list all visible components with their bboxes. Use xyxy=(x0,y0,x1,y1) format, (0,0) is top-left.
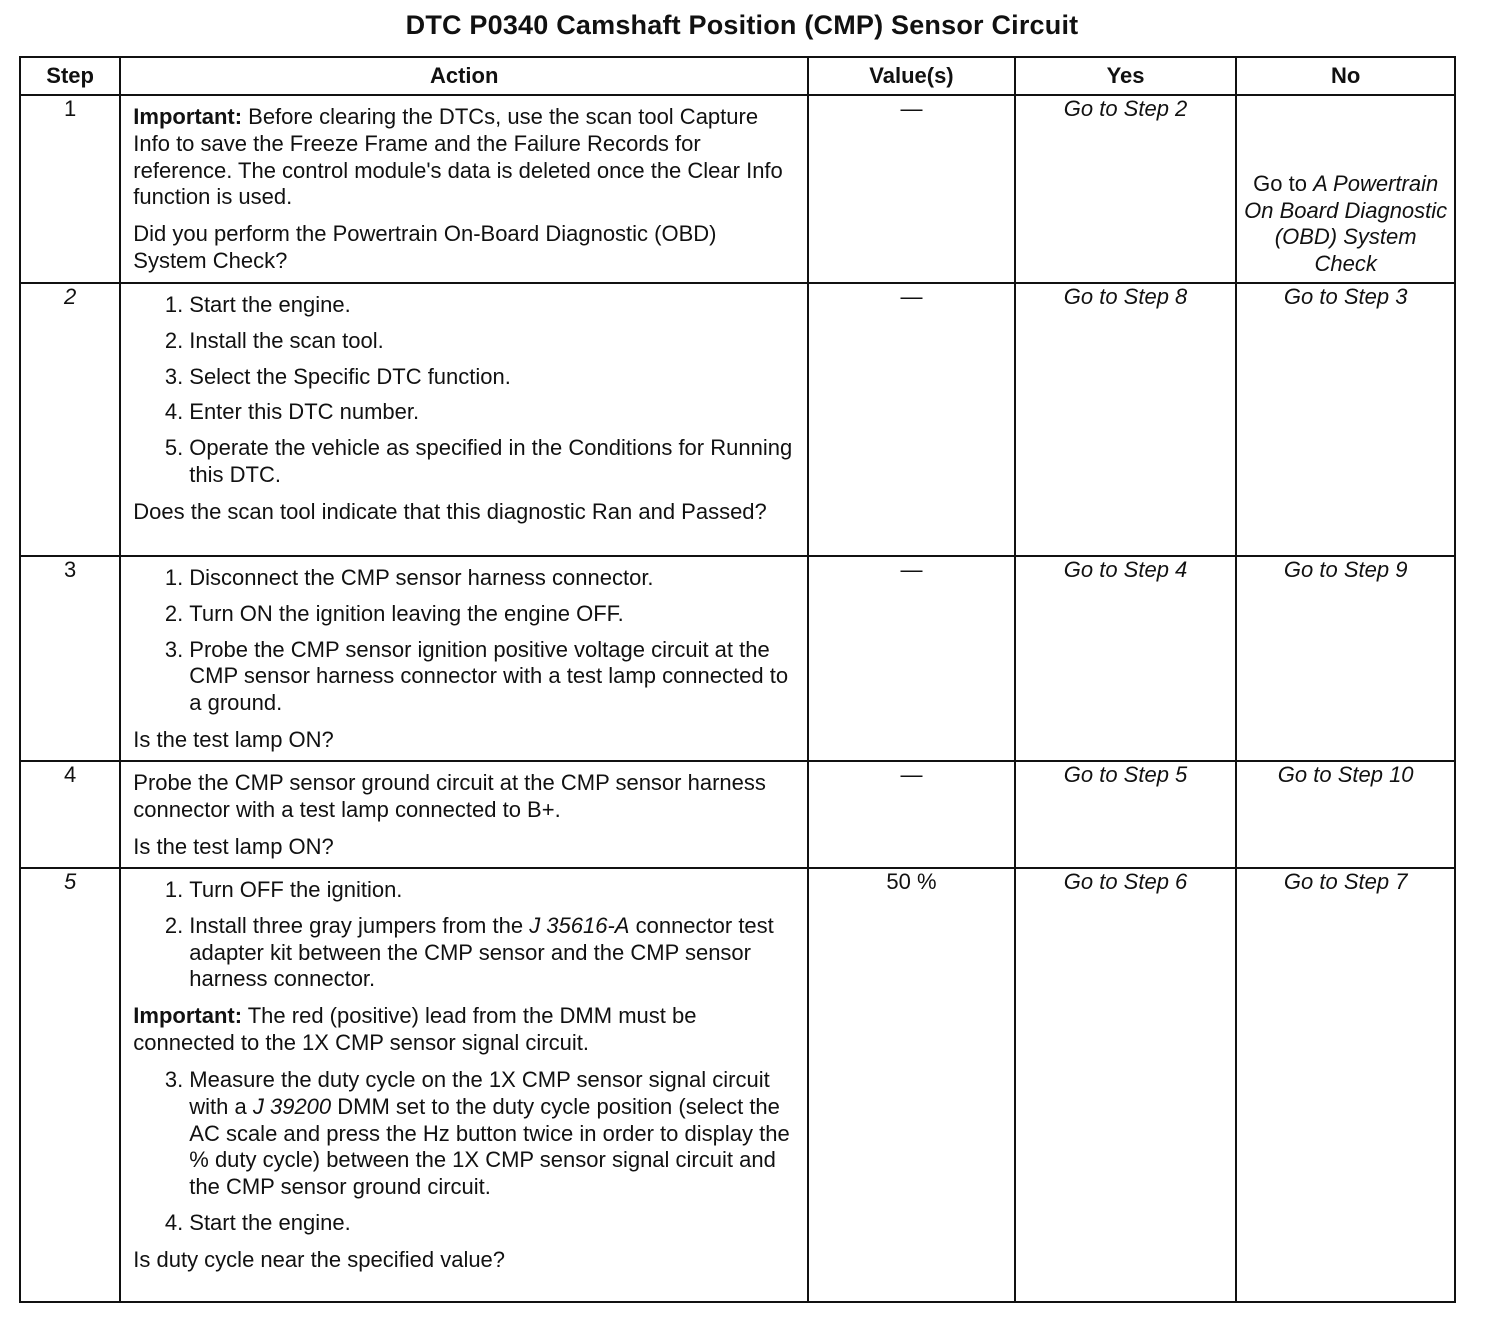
action-list xyxy=(133,292,793,489)
list-item: 2. Install the scan tool. xyxy=(164,327,384,353)
no-cell xyxy=(1236,556,1455,761)
list-item: 1. Turn OFF the ignition. xyxy=(164,876,403,902)
yes-text: Go to Step 4 xyxy=(1063,557,1188,582)
question-text: Is the test lamp ON? xyxy=(133,833,334,859)
header-step: Step xyxy=(20,57,120,95)
yes-cell xyxy=(1015,868,1237,1302)
list-item: 3. Measure the duty cycle on the 1X CMP sensor signal circuit with a J 39200 DMM set to the duty cycle position (select the AC scale and press the Hz button twice in order to display the % duty cycle) between the 1X CMP sensor signal circuit and the CMP sensor ground circuit. xyxy=(164,1066,790,1200)
important-text: Before clearing the DTCs, use the scan tool Capture Info to save the Freeze Frame and the Failure Records for reference. The control module's data is deleted once the Clear Info function is used. xyxy=(133,104,783,210)
no-cell xyxy=(1236,868,1455,1302)
action-text: Probe the CMP sensor ground circuit at the CMP sensor harness connector with a test lamp connected to B+. xyxy=(133,769,766,822)
important-label: Important: xyxy=(133,104,243,129)
question-text: Is duty cycle near the specified value? xyxy=(133,1246,506,1272)
diagnostic-table xyxy=(19,56,1456,1303)
list-item: 4. Enter this DTC number. xyxy=(164,399,420,425)
step-number: 5 xyxy=(20,868,120,1302)
value-cell: — xyxy=(808,95,1015,283)
action-cell xyxy=(120,761,808,868)
step-number: 2 xyxy=(20,283,120,556)
table-row xyxy=(20,761,1455,868)
no-text: Go to Step 7 xyxy=(1283,868,1408,894)
step-number: 1 xyxy=(20,95,120,283)
list-item: 5. Operate the vehicle as specified in the Conditions for Running this DTC. xyxy=(164,435,793,488)
list-item: 2. Install three gray jumpers from the J 35616-A connector test adapter kit between the CMP sensor and the CMP sensor harness connector. xyxy=(164,912,774,992)
action-list xyxy=(133,1067,793,1237)
yes-text: Go to Step 8 xyxy=(1063,284,1188,309)
step-number: 3 xyxy=(20,556,120,761)
yes-cell xyxy=(1015,95,1237,283)
list-item: 2. Turn ON the ignition leaving the engine OFF. xyxy=(164,600,624,626)
yes-text: Go to Step 6 xyxy=(1063,868,1188,894)
action-cell xyxy=(120,556,808,761)
table-row xyxy=(20,95,1455,283)
list-item: 3. Select the Specific DTC function. xyxy=(164,363,511,389)
value-cell: — xyxy=(808,283,1015,556)
important-label: Important: xyxy=(133,1003,243,1029)
list-item: 3. Probe the CMP sensor ignition positive voltage circuit at the CMP sensor harness connector with a test lamp connected to a ground. xyxy=(164,636,789,716)
yes-cell xyxy=(1015,761,1237,868)
question-text: Did you perform the Powertrain On-Board Diagnostic (OBD) System Check? xyxy=(133,221,717,274)
no-cell xyxy=(1236,761,1455,868)
yes-text: Go to Step 2 xyxy=(1063,96,1188,121)
question-text: Does the scan tool indicate that this diagnostic Ran and Passed? xyxy=(133,498,767,524)
value-cell: — xyxy=(808,556,1015,761)
table-header-row xyxy=(20,57,1455,95)
table-row xyxy=(20,868,1455,1302)
value-cell: 50 % xyxy=(808,868,1015,1302)
no-cell xyxy=(1236,95,1455,283)
table-row xyxy=(20,556,1455,761)
header-no: No xyxy=(1236,57,1455,95)
tool-ref: J 35616-A xyxy=(529,912,630,938)
yes-cell xyxy=(1015,283,1237,556)
no-cell xyxy=(1236,283,1455,556)
table-row xyxy=(20,283,1455,556)
list-item: 4. Start the engine. xyxy=(164,1210,351,1236)
header-action: Action xyxy=(120,57,808,95)
yes-text: Go to Step 5 xyxy=(1063,761,1188,787)
action-list xyxy=(133,877,793,993)
header-values: Value(s) xyxy=(808,57,1015,95)
header-yes: Yes xyxy=(1015,57,1237,95)
action-cell xyxy=(120,283,808,556)
no-prefix: Go to xyxy=(1253,170,1314,196)
action-cell xyxy=(120,868,808,1302)
page-title: DTC P0340 Camshaft Position (CMP) Sensor Circuit xyxy=(405,10,1079,40)
action-cell xyxy=(120,95,808,283)
list-item: 1. Start the engine. xyxy=(164,292,351,317)
value-cell: — xyxy=(808,761,1015,868)
tool-ref: J 39200 xyxy=(252,1093,332,1119)
no-text: Go to Step 3 xyxy=(1283,284,1408,309)
no-link: A Powertrain On Board Diagnostic (OBD) System Check xyxy=(1244,170,1448,277)
important-text: The red (positive) lead from the DMM must be connected to the 1X CMP sensor signal circuit. xyxy=(133,1003,697,1056)
step-number: 4 xyxy=(20,761,120,868)
action-list xyxy=(133,565,793,717)
question-text: Is the test lamp ON? xyxy=(133,727,334,753)
list-item: 1. Disconnect the CMP sensor harness connector. xyxy=(164,565,654,590)
no-text: Go to Step 10 xyxy=(1277,761,1414,787)
yes-cell xyxy=(1015,556,1237,761)
no-text: Go to Step 9 xyxy=(1283,557,1408,582)
